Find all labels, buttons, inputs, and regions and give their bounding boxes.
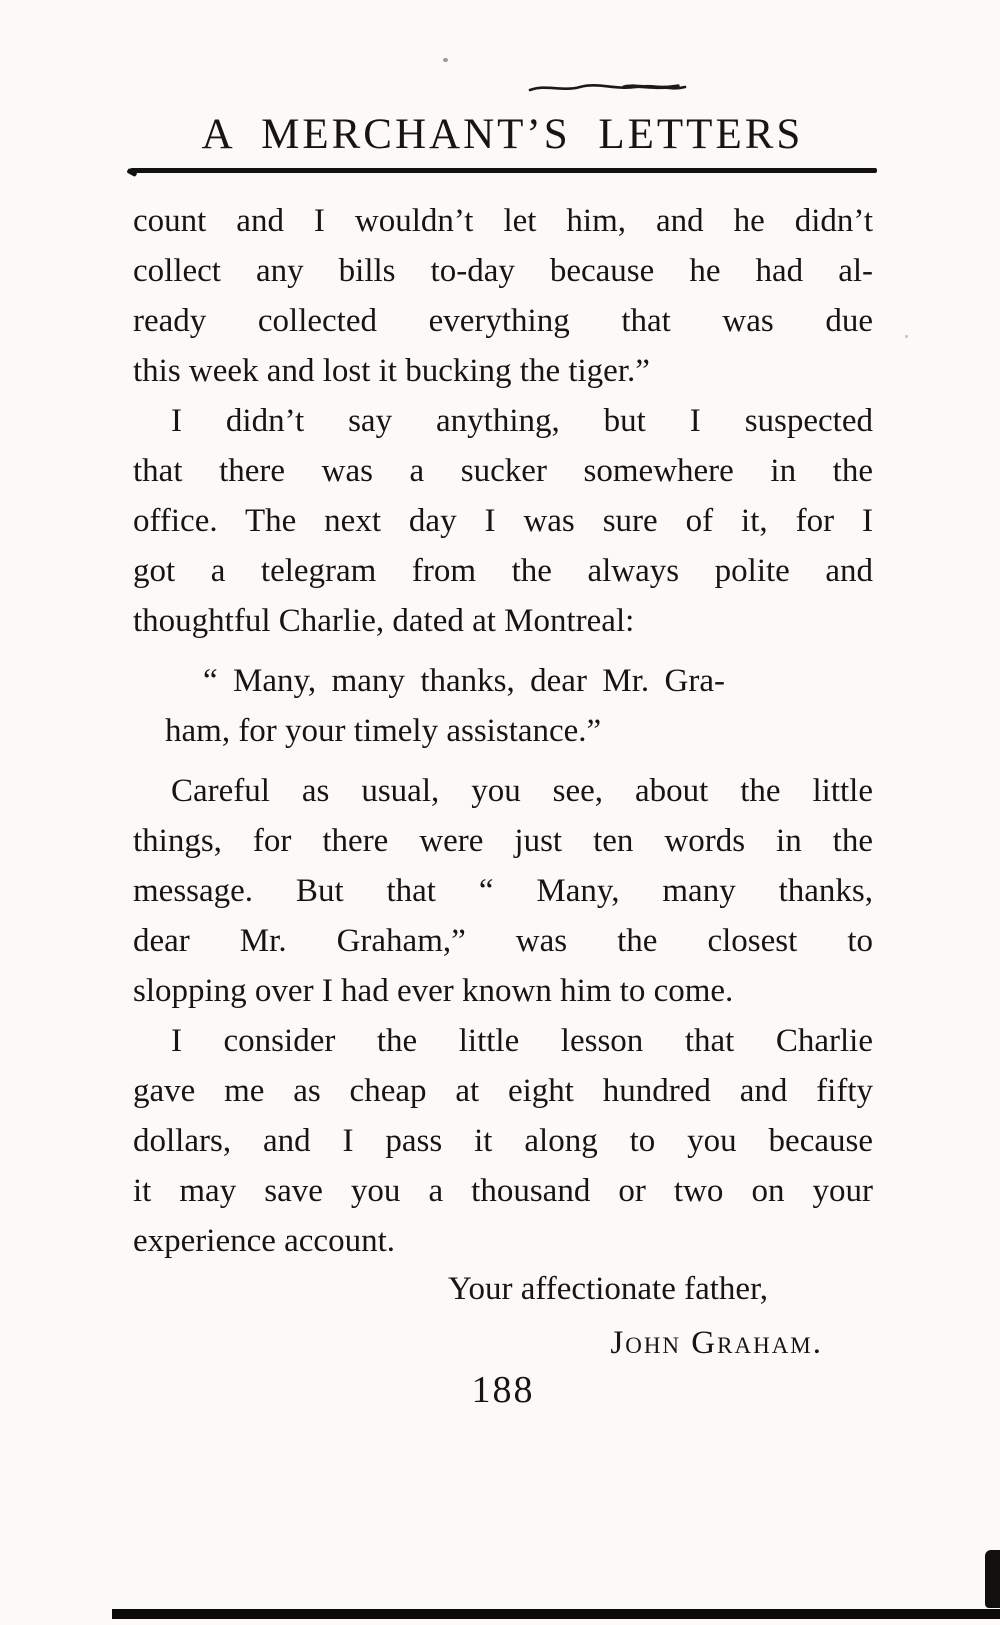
text-line: I consider the little lesson that Charlie <box>171 1023 873 1059</box>
text-line: it may save you a thousand or two on your <box>133 1173 873 1209</box>
text-line: got a telegram from the always polite and <box>133 553 873 589</box>
text-line: gave me as cheap at eight hundred and fifty <box>133 1073 873 1109</box>
text-line: I didn’t say anything, but I suspected <box>171 403 873 439</box>
text-line: that there was a sucker somewhere in the <box>133 453 873 489</box>
scan-speck <box>443 58 448 62</box>
text-line: “ Many, many thanks, dear Mr. Gra- <box>203 663 725 699</box>
text-line: slopping over I had ever known him to come. <box>133 973 734 1009</box>
header-rule <box>130 168 877 173</box>
scan-speck <box>905 335 908 338</box>
paragraph <box>133 396 873 646</box>
text-line: Careful as usual, you see, about the little <box>171 773 873 809</box>
page-number: 188 <box>471 1369 535 1411</box>
scan-bottom-bar <box>112 1609 1000 1619</box>
text-line: this week and lost it bucking the tiger.” <box>133 353 650 389</box>
signature-closing: Your affectionate father, <box>447 1271 768 1307</box>
text-line: ham, for your timely assistance.” <box>165 713 602 749</box>
signature-name: John Graham. <box>610 1325 823 1361</box>
signature-block <box>133 1262 873 1370</box>
text-line: dear Mr. Graham,” was the closest to <box>133 923 873 959</box>
text-line: dollars, and I pass it along to you because <box>133 1123 873 1159</box>
blockquote <box>165 656 725 756</box>
pen-flourish-mark <box>528 78 688 100</box>
paragraph <box>133 766 873 1016</box>
text-line: collect any bills to-day because he had al- <box>133 253 873 289</box>
text-line: experience account. <box>133 1223 396 1259</box>
paragraph <box>133 1016 873 1266</box>
text-line: thoughtful Charlie, dated at Montreal: <box>133 603 635 639</box>
scan-edge-mark <box>985 1550 1000 1608</box>
text-line: office. The next day I was sure of it, for I <box>133 503 873 539</box>
text-line: count and I wouldn’t let him, and he didn’t <box>133 203 873 239</box>
page-title: A MERCHANT’S LETTERS <box>201 111 804 158</box>
text-line: ready collected everything that was due <box>133 303 873 339</box>
paragraph <box>133 196 873 396</box>
text-line: things, for there were just ten words in the <box>133 823 873 859</box>
body-text <box>133 196 873 1266</box>
text-line: message. But that “ Many, many thanks, <box>133 873 873 909</box>
